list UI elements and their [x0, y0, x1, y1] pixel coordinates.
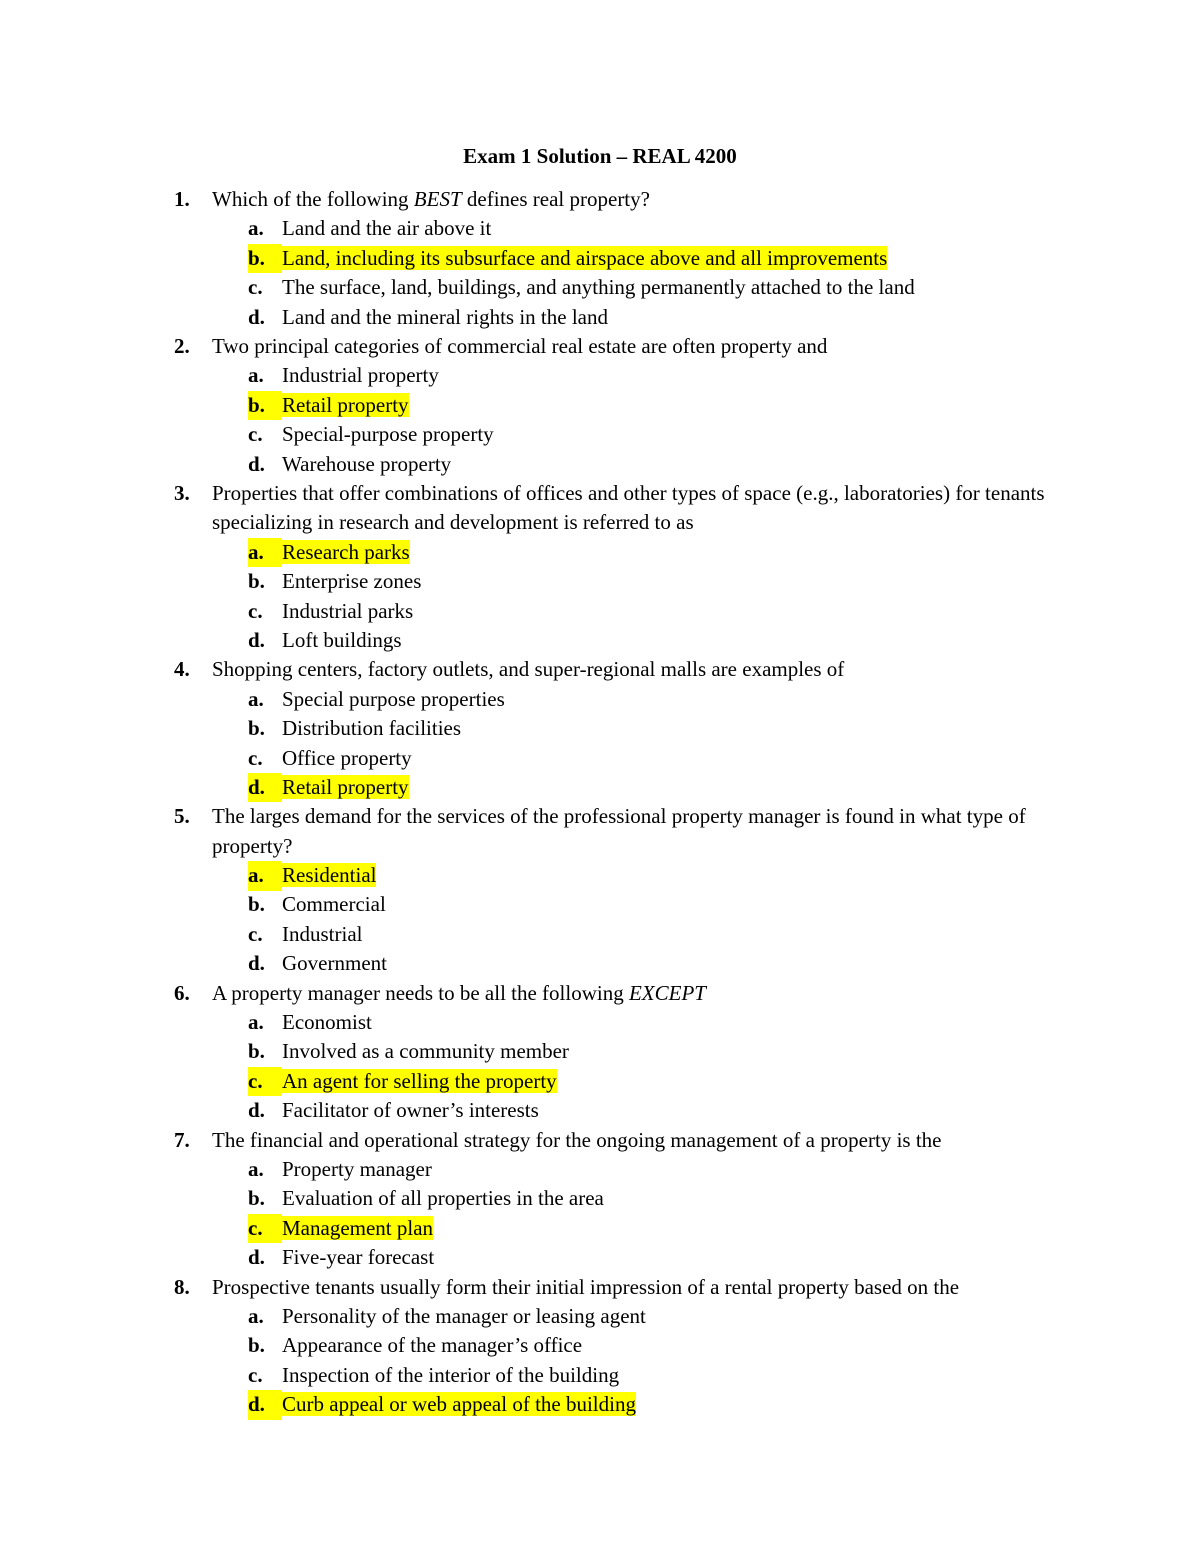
option-letter: b. — [248, 1039, 265, 1064]
answer-option-correct — [0, 773, 1200, 802]
option-text: Residential — [282, 863, 377, 888]
option-letter: a. — [248, 686, 264, 711]
answer-option — [0, 685, 1200, 714]
question-5 — [0, 802, 1200, 978]
option-letter: b. — [248, 1333, 265, 1358]
option-letter: a. — [248, 1010, 264, 1035]
option-letter: c. — [248, 745, 263, 770]
answer-option — [0, 626, 1200, 655]
answer-option — [0, 214, 1200, 243]
page-title: Exam 1 Solution – REAL 4200 — [463, 144, 737, 168]
answer-option — [0, 273, 1200, 302]
option-letter: b. — [248, 391, 282, 420]
option-letter: a. — [248, 216, 264, 241]
question-number: 8. — [174, 1274, 190, 1299]
answer-option — [0, 1096, 1200, 1125]
question-text-part: defines real property? — [461, 187, 650, 211]
option-text: Government — [282, 951, 387, 976]
option-letter: c. — [248, 921, 263, 946]
option-text: Special purpose properties — [282, 686, 505, 711]
question-text-emphasis: EXCEPT — [628, 980, 706, 1005]
option-text: Involved as a community member — [282, 1039, 569, 1064]
option-text: Inspection of the interior of the building — [282, 1362, 620, 1387]
option-letter: c. — [248, 598, 263, 623]
answer-option — [0, 1037, 1200, 1066]
option-text: Curb appeal or web appeal of the building — [282, 1392, 636, 1417]
question-number: 6. — [174, 980, 190, 1005]
question-number: 3. — [174, 480, 190, 505]
answer-option — [0, 920, 1200, 949]
answer-option — [0, 420, 1200, 449]
option-text: Facilitator of owner’s interests — [282, 1098, 539, 1123]
question-text — [212, 802, 1062, 861]
question-text-part: The financial and operational strategy for the ongoing management of a property is the — [212, 1127, 942, 1152]
question-text — [212, 979, 1062, 1008]
option-text: Retail property — [282, 774, 409, 799]
answer-option-correct — [0, 391, 1200, 420]
question-text — [212, 479, 1062, 538]
option-letter: a. — [248, 363, 264, 388]
option-letter: d. — [248, 773, 282, 802]
option-text: Special-purpose property — [282, 422, 494, 447]
answer-option — [0, 949, 1200, 978]
option-letter: c. — [248, 422, 263, 447]
option-letter: d. — [248, 304, 265, 329]
answer-option — [0, 744, 1200, 773]
option-letter: b. — [248, 244, 282, 273]
option-letter: c. — [248, 1067, 282, 1096]
answer-option — [0, 303, 1200, 332]
option-letter: d. — [248, 1098, 265, 1123]
answer-option — [0, 1155, 1200, 1184]
answer-option-correct — [0, 244, 1200, 273]
option-letter: c. — [248, 275, 263, 300]
option-letter: c. — [248, 1362, 263, 1387]
question-1 — [0, 185, 1200, 332]
answer-option — [0, 1302, 1200, 1331]
option-letter: b. — [248, 1186, 265, 1211]
question-text — [212, 1126, 1062, 1155]
question-text-part: The larges demand for the services of the professional property manager is found in what type of property? — [212, 804, 1026, 858]
option-text: Retail property — [282, 392, 409, 417]
option-text: Distribution facilities — [282, 716, 462, 741]
answer-option — [0, 1243, 1200, 1272]
option-text: Industrial — [282, 921, 363, 946]
question-8 — [0, 1273, 1200, 1420]
answer-option-correct — [0, 1214, 1200, 1243]
option-letter: d. — [248, 627, 265, 652]
option-text: Personality of the manager or leasing agent — [282, 1304, 646, 1328]
option-text: Property manager — [282, 1157, 432, 1182]
question-text — [212, 332, 1062, 361]
question-text-part: Which of the following — [212, 187, 414, 211]
question-2 — [0, 332, 1200, 479]
question-text-emphasis: BEST — [413, 187, 462, 211]
option-text: Land and the mineral rights in the land — [282, 304, 608, 329]
question-number: 7. — [174, 1127, 190, 1152]
option-text: Commercial — [282, 892, 386, 917]
question-text-part: Prospective tenants usually form their initial impression of a rental property based on the — [212, 1274, 960, 1299]
answer-option-correct — [0, 1390, 1200, 1419]
option-text: An agent for selling the property — [282, 1068, 557, 1093]
question-text — [212, 1273, 1062, 1302]
option-text: Office property — [282, 745, 412, 770]
option-text: Enterprise zones — [282, 569, 422, 594]
option-letter: d. — [248, 1390, 282, 1419]
answer-option-correct — [0, 538, 1200, 567]
question-3 — [0, 479, 1200, 655]
question-7 — [0, 1126, 1200, 1273]
option-letter: b. — [248, 892, 265, 917]
answer-option — [0, 450, 1200, 479]
question-number: 5. — [174, 804, 190, 829]
question-4 — [0, 655, 1200, 802]
answer-option-correct — [0, 861, 1200, 890]
option-text: Warehouse property — [282, 451, 452, 476]
option-letter: a. — [248, 538, 282, 567]
option-text: The surface, land, buildings, and anything permanently attached to the land — [282, 275, 915, 300]
answer-option — [0, 1184, 1200, 1213]
answer-option — [0, 567, 1200, 596]
question-number: 2. — [174, 333, 190, 358]
question-6 — [0, 979, 1200, 1126]
option-letter: d. — [248, 951, 265, 976]
question-text — [212, 185, 1062, 214]
option-letter: b. — [248, 716, 265, 741]
option-text: Evaluation of all properties in the area — [282, 1186, 604, 1211]
question-text-part: Properties that offer combinations of offices and other types of space (e.g., laboratories) for tenants specializing in research and development is referred to as — [212, 480, 1045, 535]
option-letter: a. — [248, 1304, 264, 1328]
option-text: Industrial property — [282, 363, 439, 388]
question-text-part: A property manager needs to be all the following — [212, 980, 629, 1005]
option-text: Appearance of the manager’s office — [282, 1333, 583, 1358]
question-list — [0, 185, 1200, 1420]
option-text: Loft buildings — [282, 627, 402, 652]
question-text-part: Shopping centers, factory outlets, and super-regional malls are examples of — [212, 657, 845, 682]
option-letter: d. — [248, 451, 265, 476]
option-letter: a. — [248, 1157, 264, 1182]
option-letter: b. — [248, 569, 265, 594]
option-text: Industrial parks — [282, 598, 414, 623]
question-text — [212, 655, 1062, 684]
answer-option — [0, 597, 1200, 626]
option-text: Land, including its subsurface and airspace above and all improvements — [282, 245, 888, 270]
option-text: Economist — [282, 1010, 372, 1035]
answer-option — [0, 890, 1200, 919]
answer-option-correct — [0, 1067, 1200, 1096]
option-letter: a. — [248, 861, 282, 890]
answer-option — [0, 1331, 1200, 1360]
question-text-part: Two principal categories of commercial real estate are often property and — [212, 333, 828, 358]
answer-option — [0, 361, 1200, 390]
option-letter: c. — [248, 1214, 282, 1243]
option-text: Management plan — [282, 1215, 434, 1240]
question-number: 4. — [174, 657, 190, 682]
answer-option — [0, 1008, 1200, 1037]
option-text: Five-year forecast — [282, 1245, 435, 1270]
question-number: 1. — [174, 187, 190, 211]
option-text: Land and the air above it — [282, 216, 492, 241]
option-text: Research parks — [282, 539, 410, 564]
answer-option — [0, 714, 1200, 743]
answer-option — [0, 1361, 1200, 1390]
option-letter: d. — [248, 1245, 265, 1270]
